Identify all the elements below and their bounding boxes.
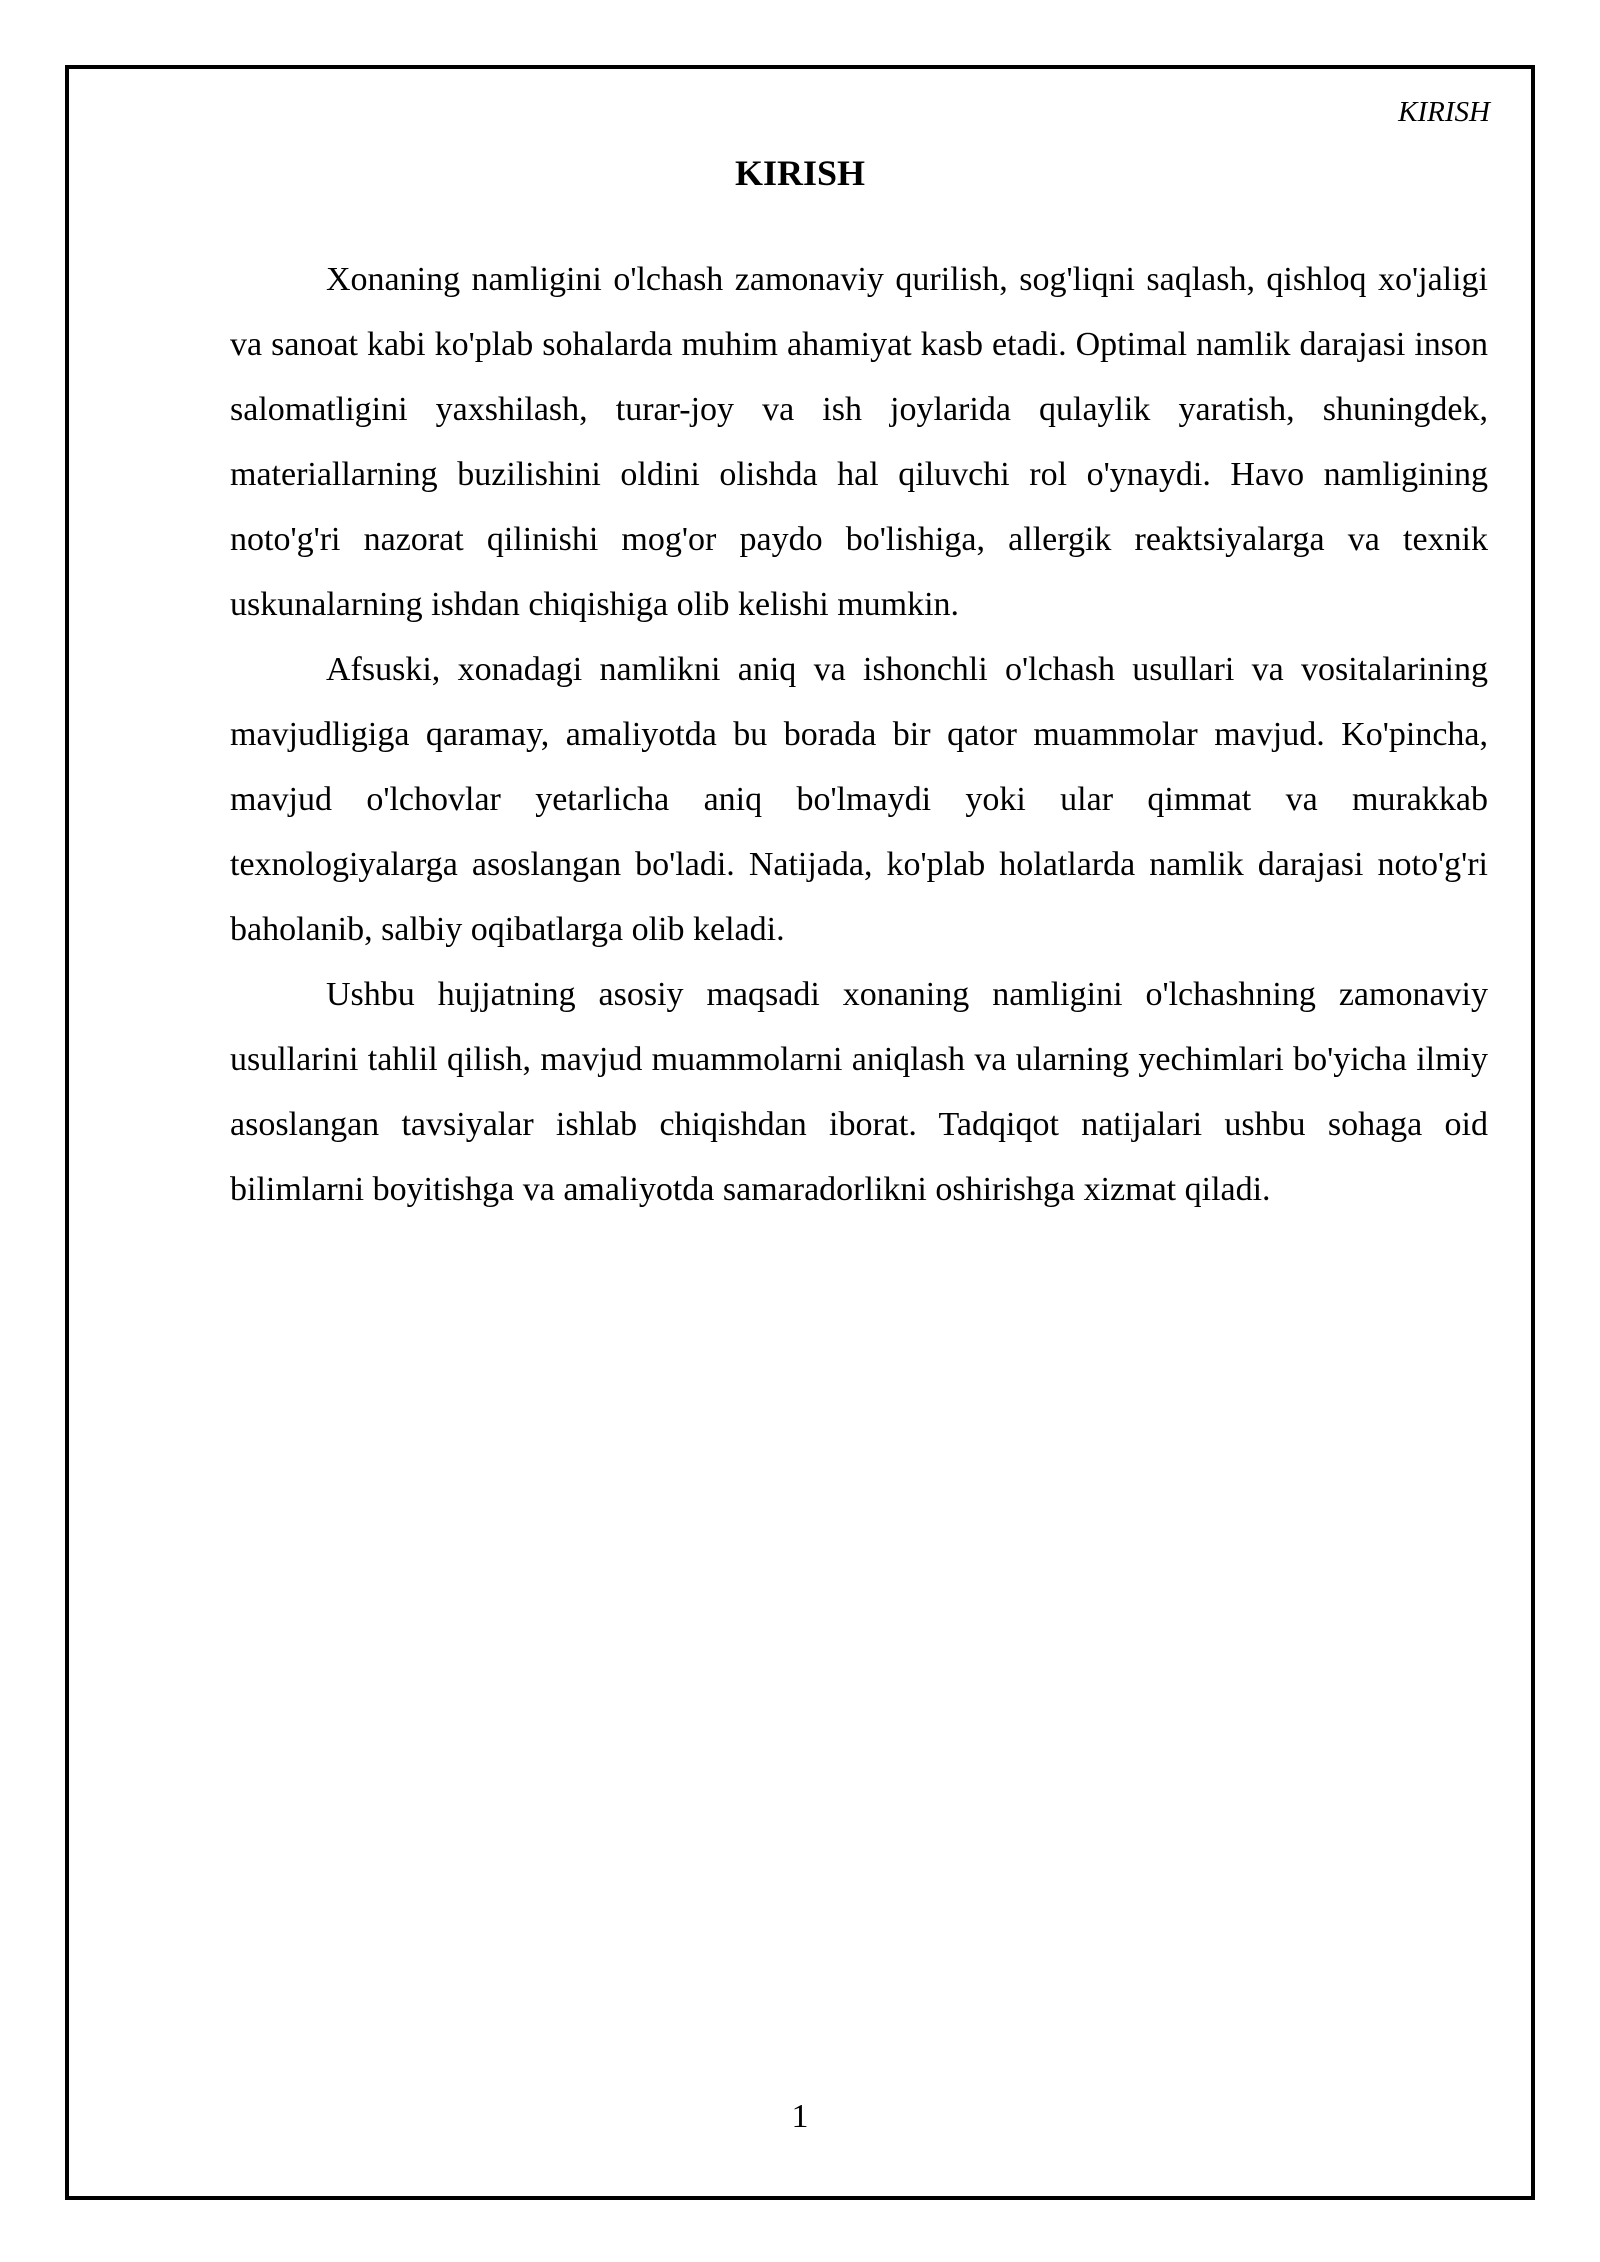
- paragraph: Xonaning namligini o'lchash zamonaviy qurilish, sog'liqni saqlash, qishloq xo'jaligi va sanoat kabi ko'plab sohalarda muhim ahamiyat kasb etadi. Optimal namlik darajasi inson salomatligini yaxshilash, turar-joy va ish joylarida qulaylik yaratish, shuningdek, materiallarning buzilishini oldini olishda hal qiluvchi rol o'ynaydi. Havo namligining noto'g'ri nazorat qilinishi mog'or paydo bo'lishiga, allergik reaktsiyalarga va texnik uskunalarning ishdan chiqishiga olib kelishi mumkin.: [230, 261, 1488, 623]
- running-header: KIRISH: [1398, 96, 1490, 128]
- page-title: KIRISH: [734, 153, 866, 193]
- page-number: 1: [791, 2098, 809, 2135]
- paragraph: Ushbu hujjatning asosiy maqsadi xonaning namligini o'lchashning zamonaviy usullarini tahlil qilish, mavjud muammolarni aniqlash va ularning yechimlari bo'yicha ilmiy asoslangan tavsiyalar ishlab chiqishdan iborat. Tadqiqot natijalari ushbu sohaga oid bilimlarni boyitishga va amaliyotda samaradorlikni oshirishga xizmat qiladi.: [230, 976, 1488, 1208]
- document-body: [230, 247, 1488, 1222]
- paragraph: Afsuski, xonadagi namlikni aniq va ishonchli o'lchash usullari va vositalarining mavjudligiga qaramay, amaliyotda bu borada bir qator muammolar mavjud. Ko'pincha, mavjud o'lchovlar yetarlicha aniq bo'lmaydi yoki ular qimmat va murakkab texnologiyalarga asoslangan bo'ladi. Natijada, ko'plab holatlarda namlik darajasi noto'g'ri baholanib, salbiy oqibatlarga olib keladi.: [230, 651, 1488, 948]
